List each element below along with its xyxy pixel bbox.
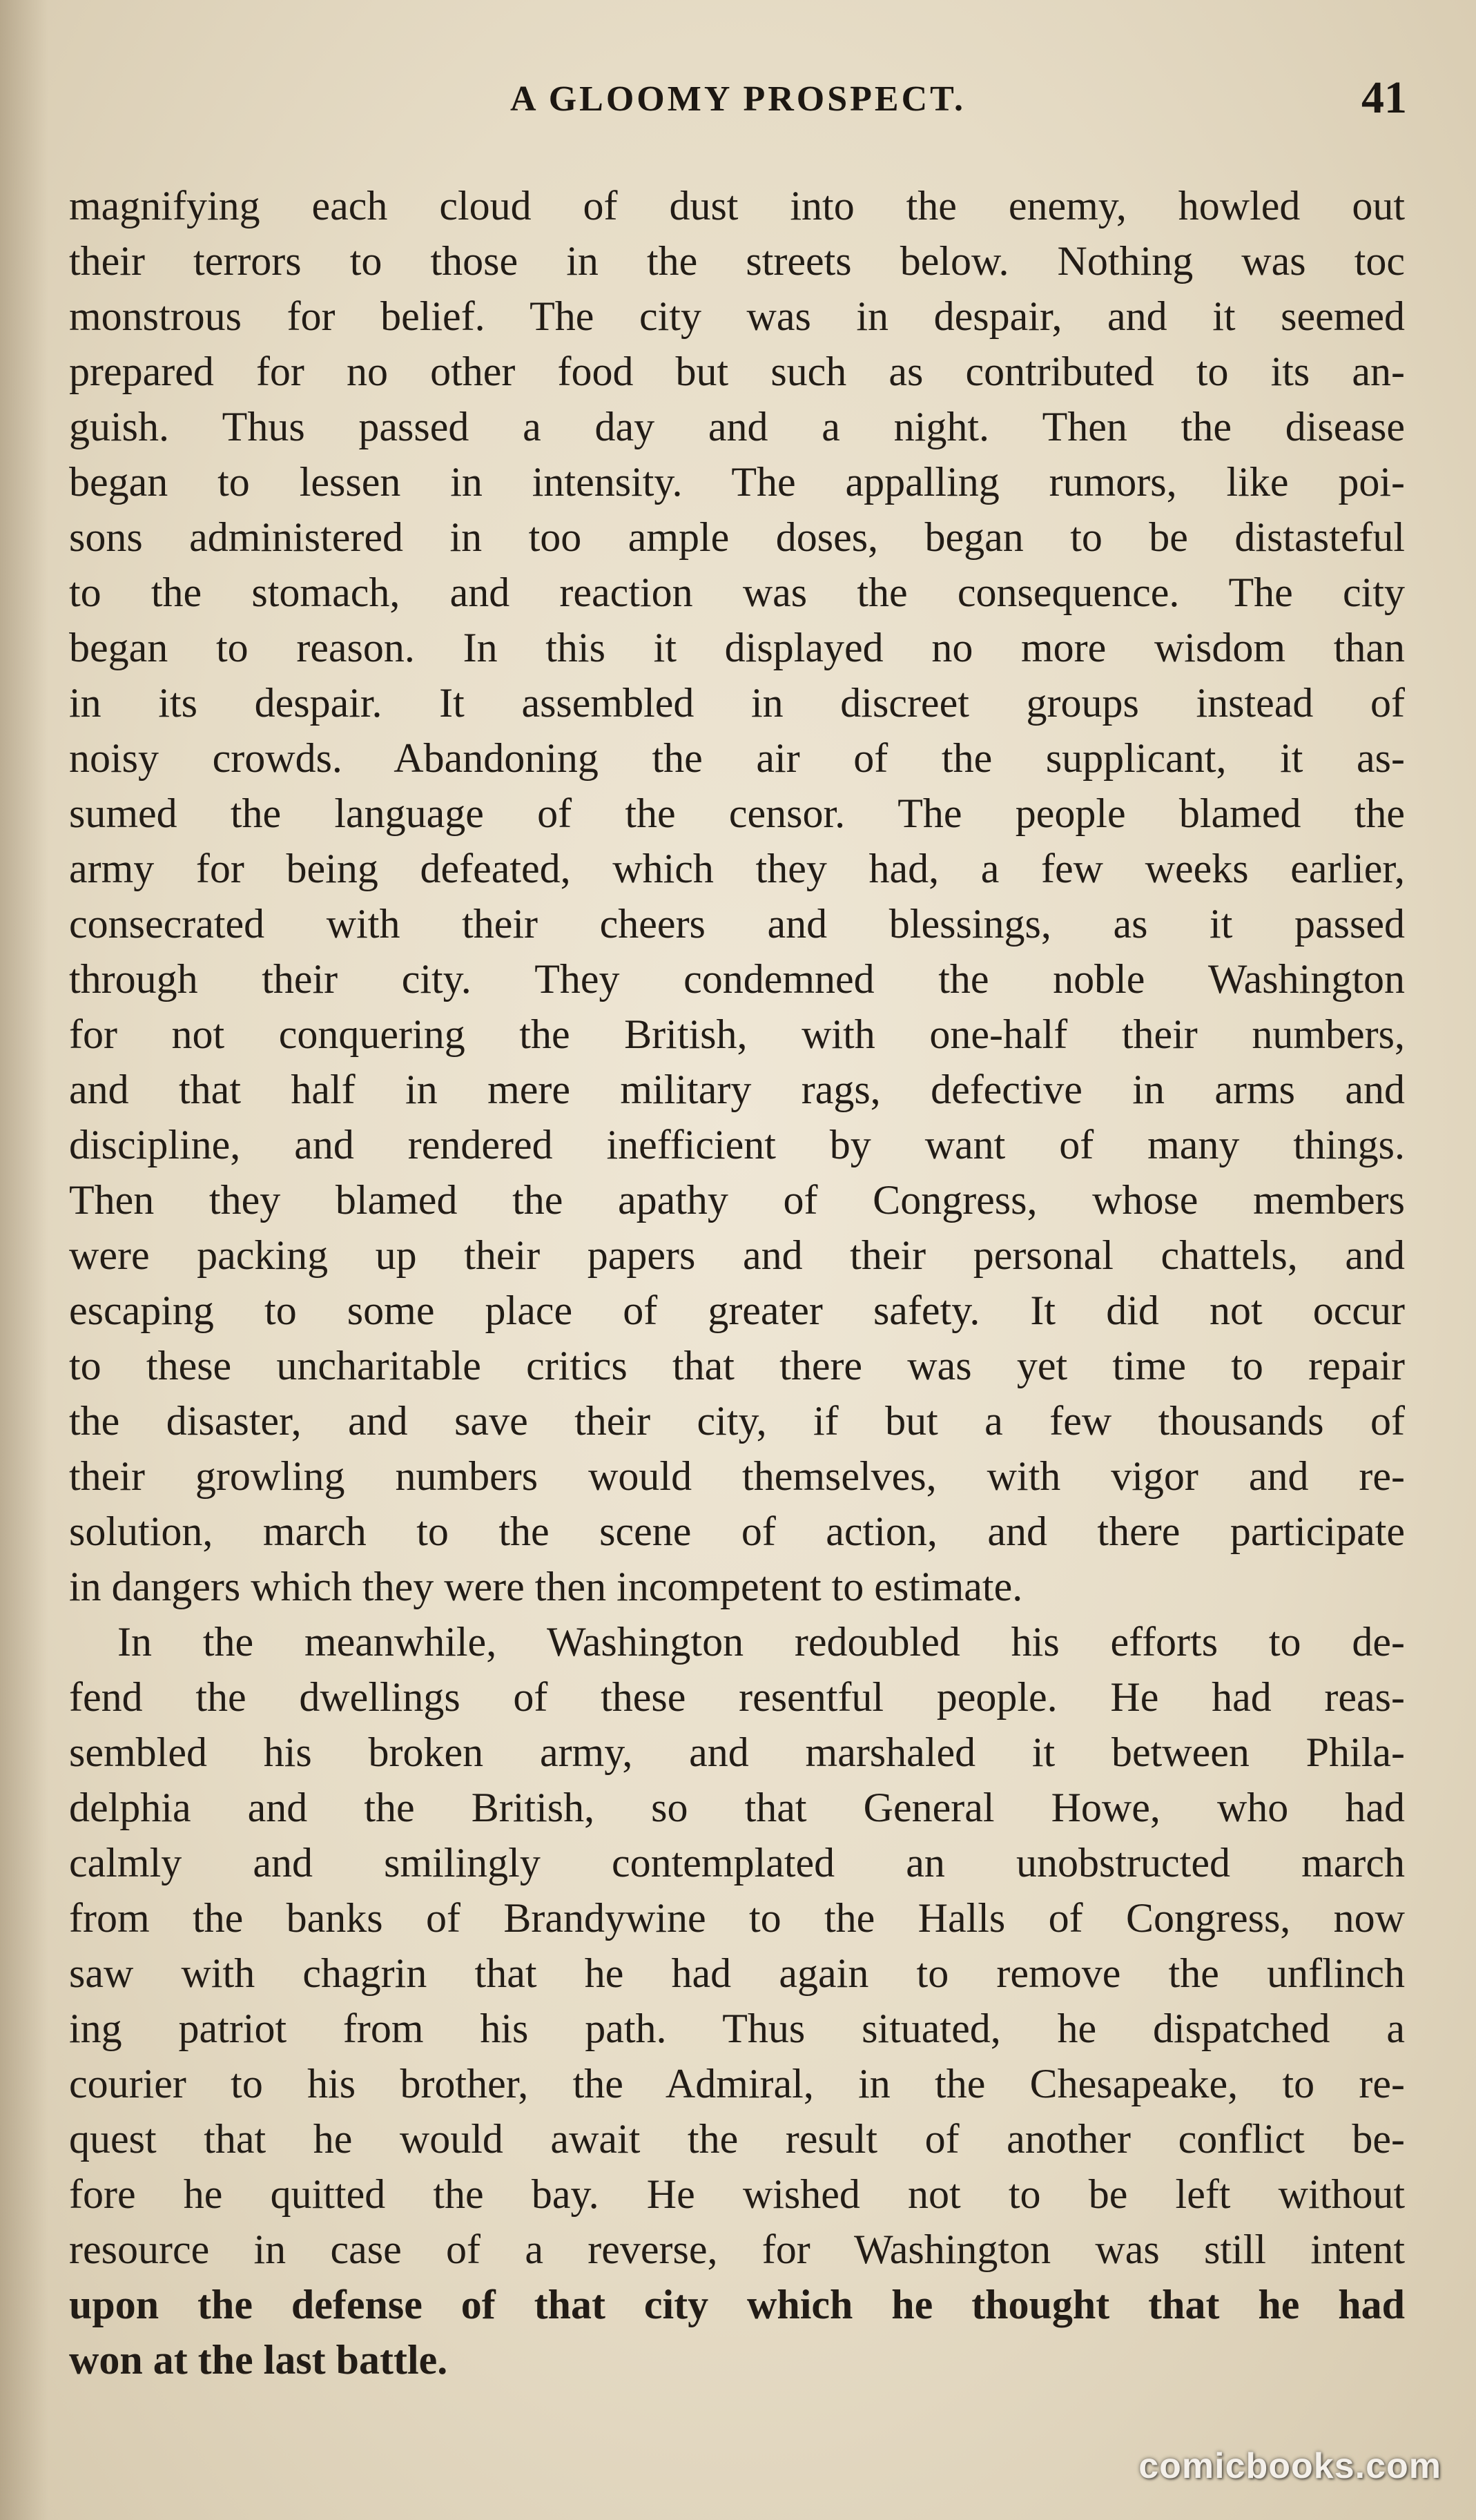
text-line: were packing up their papers and their personal chattels, and — [69, 1232, 1405, 1278]
running-head: A GLOOMY PROSPECT. — [510, 79, 966, 119]
watermark: comicbooks.com — [1138, 2446, 1441, 2486]
paragraph-first-line: In the meanwhile, Washington redoubled his efforts to de- — [117, 1619, 1405, 1665]
text-line: calmly and smilingly contemplated an unobstructed march — [69, 1840, 1405, 1886]
text-line: discipline, and rendered inefficient by want of many things. — [69, 1122, 1405, 1167]
text-line: began to reason. In this it displayed no more wisdom than — [69, 625, 1405, 670]
text-line: noisy crowds. Abandoning the air of the supplicant, it as- — [69, 735, 1405, 781]
text-line: began to lessen in intensity. The appalling rumors, like poi- — [69, 459, 1405, 505]
text-line: quest that he would await the result of another conflict be- — [69, 2116, 1405, 2162]
text-line: delphia and the British, so that General Howe, who had — [69, 1785, 1405, 1830]
text-line: ing patriot from his path. Thus situated, he dispatched a — [69, 2006, 1405, 2051]
text-line: through their city. They condemned the noble Washington — [69, 956, 1405, 1002]
text-line: the disaster, and save their city, if but a few thousands of — [69, 1398, 1405, 1444]
text-line: in dangers which they were then incompetent to estimate. — [69, 1564, 1023, 1609]
text-line: magnifying each cloud of dust into the enemy, howled out — [69, 183, 1405, 229]
text-line: sons administered in too ample doses, began to be distasteful — [69, 514, 1405, 560]
text-line: monstrous for belief. The city was in despair, and it seemed — [69, 293, 1405, 339]
text-line: their growling numbers would themselves, with vigor and re- — [69, 1453, 1405, 1499]
page-header — [69, 69, 1407, 131]
text-line: guish. Thus passed a day and a night. Then the disease — [69, 404, 1405, 449]
text-line: saw with chagrin that he had again to remove the unflinch — [69, 1950, 1405, 1996]
text-line: and that half in mere military rags, defective in arms and — [69, 1067, 1405, 1112]
text-line: prepared for no other food but such as contributed to its an- — [69, 349, 1405, 394]
text-line: for not conquering the British, with one-half their numbers, — [69, 1011, 1405, 1057]
text-line: solution, march to the scene of action, and there participate — [69, 1509, 1405, 1554]
text-line: Then they blamed the apathy of Congress, whose members — [69, 1177, 1405, 1223]
page-edge-shadow — [0, 0, 48, 2520]
text-line: sumed the language of the censor. The people blamed the — [69, 791, 1405, 836]
text-line: to the stomach, and reaction was the consequence. The city — [69, 570, 1405, 615]
text-line: sembled his broken army, and marshaled it between Phila- — [69, 1729, 1405, 1775]
text-line: fore he quitted the bay. He wished not to be left without — [69, 2171, 1405, 2217]
text-line: from the banks of Brandywine to the Halls of Congress, now — [69, 1895, 1405, 1941]
text-line: to these uncharitable critics that there was yet time to repair — [69, 1343, 1405, 1388]
text-line: in its despair. It assembled in discreet groups instead of — [69, 680, 1405, 726]
text-line: army for being defeated, which they had, a few weeks earlier, — [69, 846, 1405, 891]
text-line: escaping to some place of greater safety. It did not occur — [69, 1288, 1405, 1333]
text-line: courier to his brother, the Admiral, in the Chesapeake, to re- — [69, 2061, 1405, 2106]
text-line: won at the last battle. — [69, 2337, 448, 2383]
body-text — [69, 178, 1405, 2387]
text-line: their terrors to those in the streets below. Nothing was toc — [69, 238, 1405, 284]
text-line: upon the defense of that city which he thought that he had — [69, 2282, 1405, 2327]
text-line: consecrated with their cheers and blessings, as it passed — [69, 901, 1405, 947]
text-line: fend the dwellings of these resentful people. He had reas- — [69, 1674, 1405, 1720]
text-line: resource in case of a reverse, for Washington was still intent — [69, 2227, 1405, 2272]
page-number: 41 — [1361, 72, 1407, 123]
